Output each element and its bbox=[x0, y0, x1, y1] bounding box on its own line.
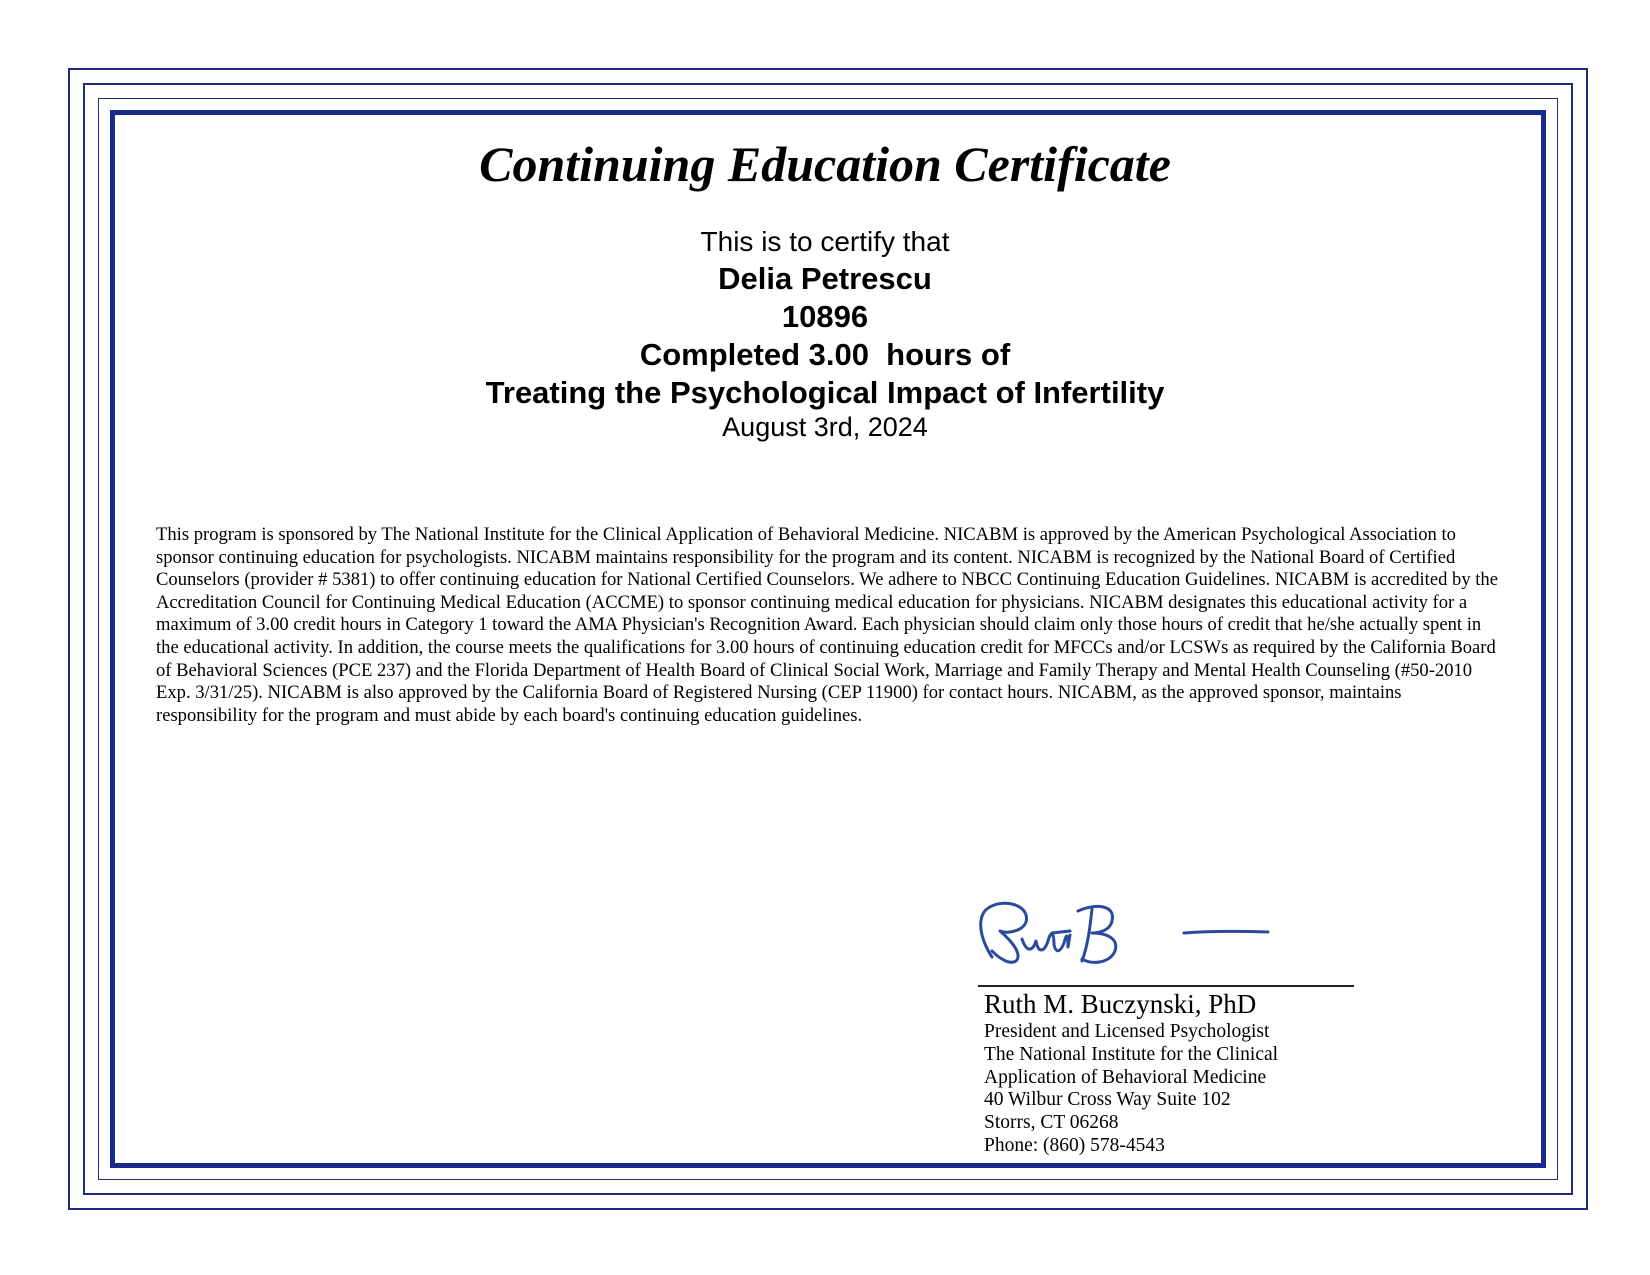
signatory-details bbox=[984, 1021, 1278, 1158]
course-title: Treating the Psychological Impact of Infertility bbox=[485, 375, 1165, 410]
completion-date: August 3rd, 2024 bbox=[722, 412, 928, 442]
organization-line-1: The National Institute for the Clinical bbox=[984, 1043, 1279, 1065]
signatory-title: President and Licensed Psychologist bbox=[984, 1021, 1270, 1042]
hours-completed: Completed 3.00 hours of bbox=[639, 337, 1011, 372]
address-city: Storrs, CT 06268 bbox=[984, 1112, 1119, 1134]
signatory-name: Ruth M. Buczynski, PhD bbox=[984, 989, 1257, 1019]
certify-text: This is to certify that bbox=[700, 226, 950, 257]
certificate-title: Continuing Education Certificate bbox=[479, 136, 1171, 192]
recipient-name: Delia Petrescu bbox=[718, 261, 932, 296]
accreditation-statement: This program is sponsored by The National Institute for the Clinical Application of Behavioral Medicine. NICABM is approved by the American Psychological Association to sponsor continuing education for psychologists. NICABM maintains responsibility for the program and its content. NICABM is recognized by the National Board of Certified Counselors (provider # 5381) to offer continuing education for National Certified Counselors. We adhere to NBCC Continuing Education Guidelines. NICABM is accredited by the Accreditation Council for Continuing Medical Education (ACCME) to sponsor continuing medical education for physicians. NICABM designates this educational activity for a maximum of 3.00 credit hours in Category 1 toward the AMA Physician's Recognition Award. Each physician should claim only those hours of credit that he/she actually spent in the educational activity. In addition, the course meets the qualifications for 3.00 hours of continuing education credit for MFCCs and/or LCSWs as required by the California Board of Behavioral Sciences (PCE 237) and the Florida Department of Health Board of Clinical Social Work, Marriage and Family Therapy and Mental Health Counseling (#50-2010 Exp. 3/31/25). NICABM is also approved by the California Board of Registered Nursing (CEP 11900) for contact hours. NICABM, as the approved sponsor, maintains responsibility for the program and must abide by each board's continuing education guidelines. bbox=[156, 524, 1498, 726]
signature-image bbox=[970, 895, 1300, 990]
organization-line-2: Application of Behavioral Medicine bbox=[984, 1066, 1267, 1088]
phone-number: Phone: (860) 578-4543 bbox=[984, 1134, 1165, 1156]
address-street: 40 Wilbur Cross Way Suite 102 bbox=[984, 1089, 1231, 1111]
recipient-id: 10896 bbox=[781, 299, 869, 334]
